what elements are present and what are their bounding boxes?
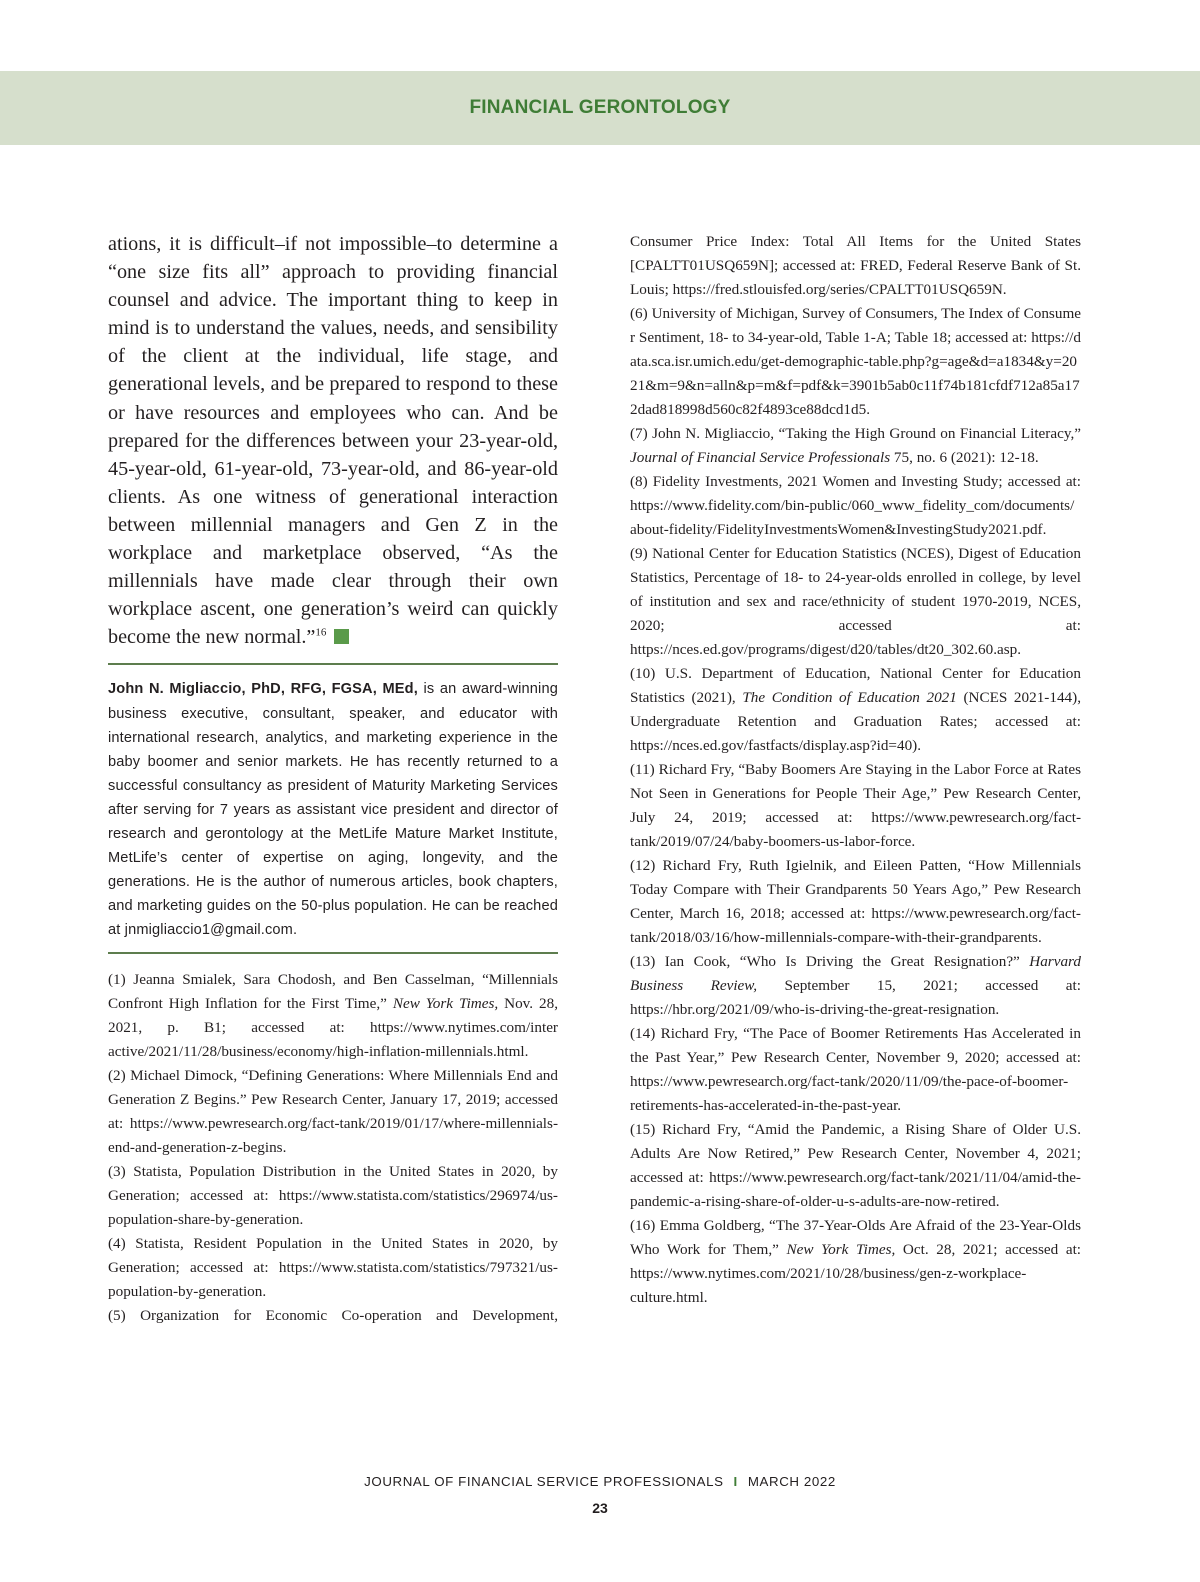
endnote-7 bbox=[630, 422, 1081, 470]
endnote-5-continued: Consumer Price Index: Total All Items for the United States [CPALTT01USQ659N]; accessed at: FRED, Federal Reserve Bank of St. Louis; https://fred.stlouisfed.org/series/CPALTT01USQ659N. bbox=[630, 233, 1081, 298]
endnote-title-italic: New York Times, bbox=[392, 995, 499, 1013]
paragraph-text: ations, it is difficult–if not impossible–to determine a “one size fits all” approach to providing financial counsel and advice. The important thing to keep in mind is to understand the values, needs, and sensibility of the client at the individual, life stage, and generational levels, and be prepared to respond to these or have resources and employees who can. And be prepared for the differences between your 23-year-old, 45-year-old, 61-year-old, 73-year-old, and 86-year-old clients. As one witness of generational interaction between millennial managers and Gen Z in the workplace and marketplace observed, “As the millennials have made clear through their own workplace ascent, one generation’s weird can quickly become the new normal.” bbox=[108, 233, 558, 649]
endnote-text: (7) John N. Migliaccio, “Taking the High Ground on Financial Literacy,” bbox=[630, 425, 1081, 442]
footnote-ref: 16 bbox=[315, 626, 327, 639]
left-column bbox=[108, 230, 558, 1328]
endnote-10 bbox=[630, 662, 1081, 758]
endnote-11: (11) Richard Fry, “Baby Boomers Are Staying in the Labor Force at Rates Not Seen in Generations for People Their Age,” Pew Research Center, July 24, 2019; accessed at: https://www.pewresearch.org/fact-tank/2019/07/24/baby-boomers-us-labor-force. bbox=[630, 761, 1081, 850]
endnote-1 bbox=[108, 968, 558, 1064]
endnote-4: (4) Statista, Resident Population in the United States in 2020, by Generation; accessed at: https://www.statista.com/statistics/797321/us-population-by-generation. bbox=[108, 1235, 558, 1301]
journal-name: JOURNAL OF FINANCIAL SERVICE PROFESSIONALS bbox=[364, 1474, 724, 1489]
endnote-14: (14) Richard Fry, “The Pace of Boomer Retirements Has Accelerated in the Past Year,” Pew Research Center, November 9, 2020; accessed at: https://www.pewresearch.org/fact-tank/2020/11/09/the-pace-of-boomer-retirements-has-accelerated-in-the-past-year. bbox=[630, 1025, 1081, 1114]
author-bio-text: is an award-winning business executive, consultant, speaker, and educator with international research, analytics, and marketing experience in the baby boomer and senior markets. He has recently returned to a successful consultancy as president of Maturity Marketing Services after serving for 7 years as assistant vice president and director of research and gerontology at the MetLife Mature Market Institute, MetLife’s center of expertise on aging, longevity, and the generations. He is the author of numerous articles, book chapters, and marketing guides on the 50-plus population. He can be reached at jnmigliaccio1@gmail.com. bbox=[108, 681, 558, 939]
endnote-15: (15) Richard Fry, “Amid the Pandemic, a Rising Share of Older U.S. Adults Are Now Retired,” Pew Research Center, November 4, 2021; accessed at: https://www.pewresearch.org/fact-tank/2021/11/04/amid-the-pandemic-a-rising-share-of-older-u-s-adults-are-now-retired. bbox=[630, 1121, 1081, 1210]
endnotes-right bbox=[630, 230, 1081, 1310]
page-footer bbox=[0, 1474, 1200, 1489]
endnote-title-italic: New York Times, bbox=[786, 1241, 896, 1258]
endnote-text: 75, no. 6 (2021): 12-18. bbox=[890, 449, 1039, 466]
endnote-text: Nov. 28, 2021, p. B1; accessed at: https://www.nytimes.com/inter active/2021/11/28/business/economy/high-inflation-millennials.html. bbox=[108, 995, 558, 1061]
endnote-title-italic: Journal of Financial Service Professionals bbox=[630, 449, 891, 466]
endnote-2: (2) Michael Dimock, “Defining Generations: Where Millennials End and Generation Z Begins.” Pew Research Center, January 17, 2019; accessed at: https://www.pewresearch.org/fact-tank/2019/01/17/where-millennials-end-and-generation-z-begins. bbox=[108, 1067, 558, 1157]
endnote-12: (12) Richard Fry, Ruth Igielnik, and Eileen Patten, “How Millennials Today Compare with Their Grandparents 50 Years Ago,” Pew Research Center, March 16, 2018; accessed at: https://www.pewresearch.org/fact-tank/2018/03/16/how-millennials-compare-with-their-grandparents. bbox=[630, 857, 1081, 946]
endnote-5: (5) Organization for Economic Co-operation and Development, bbox=[108, 1307, 558, 1325]
issue-date: MARCH 2022 bbox=[747, 1474, 836, 1489]
endnote-3: (3) Statista, Population Distribution in the United States in 2020, by Generation; accessed at: https://www.statista.com/statistics/296974/us-population-share-by-generation. bbox=[108, 1163, 558, 1229]
endnote-text: (16) Emma Goldberg, “The 37-Year-Olds Are Afraid of the 23-Year-Olds Who Work for Them,” bbox=[630, 1217, 1081, 1258]
author-name: John N. Migliaccio, PhD, RFG, FGSA, MEd, bbox=[108, 681, 418, 698]
endnote-8: (8) Fidelity Investments, 2021 Women and Investing Study; accessed at: https://www.fidelity.com/bin-public/060_www_fidelity_com/documents/about-fidelity/FidelityInvestmentsWomen&InvestingStudy2021.pdf. bbox=[630, 473, 1081, 538]
bio-top-rule bbox=[108, 663, 558, 665]
page-number: 23 bbox=[592, 1500, 608, 1516]
footer-separator: I bbox=[733, 1474, 738, 1489]
endnote-text: Oct. 28, 2021; accessed at: https://www.nytimes.com/2021/10/28/business/gen-z-workplace-culture.html. bbox=[630, 1241, 1082, 1306]
endnote-text: September 15, 2021; accessed at: https://hbr.org/2021/09/who-is-driving-the-great-resignation. bbox=[630, 977, 1081, 1018]
endnote-text: (NCES 2021-144), Undergraduate Retention and Graduation Rates; accessed at: https://nces.ed.gov/fastfacts/display.asp?id=40). bbox=[630, 689, 1081, 754]
end-mark-icon bbox=[334, 629, 349, 644]
endnote-16 bbox=[630, 1214, 1081, 1310]
bio-bottom-rule bbox=[108, 952, 558, 954]
endnote-13 bbox=[630, 950, 1081, 1022]
endnotes-left bbox=[108, 968, 558, 1328]
endnote-text: (10) U.S. Department of Education, National Center for Education Statistics (2021), bbox=[630, 665, 1081, 706]
article-closing-paragraph bbox=[108, 230, 558, 651]
endnote-title-italic: The Condition of Education 2021 bbox=[742, 689, 957, 706]
endnote-text: (1) Jeanna Smialek, Sara Chodosh, and Ben Casselman, “Millennials Confront High Inflation for the First Time,” bbox=[108, 971, 558, 1013]
endnote-text: (13) Ian Cook, “Who Is Driving the Great Resignation?” bbox=[630, 953, 1030, 970]
right-column bbox=[630, 230, 1081, 1310]
section-header-title: FINANCIAL GERONTOLOGY bbox=[469, 97, 731, 118]
endnote-title-italic: Harvard Business Review, bbox=[630, 953, 1081, 994]
endnote-6: (6) University of Michigan, Survey of Consumers, The Index of Consumer Sentiment, 18- to 34-year-old, Table 1-A; Table 18; accessed at: https://data.sca.isr.umich.edu/get-demographic-table.php?g=age&d=a1834&y=2021&m=9&n=alln&p=m&f=pdf&k=3901b5ab0c11f74b181cfdf712a85a172dad818998d560c82f4893ce88dcd1d5. bbox=[630, 305, 1081, 418]
author-bio bbox=[108, 677, 558, 942]
endnote-9: (9) National Center for Education Statistics (NCES), Digest of Education Statistics, Percentage of 18- to 24-year-olds enrolled in college, by level of institution and sex and race/ethnicity of student 1970-2019, NCES, 2020; accessed at: https://nces.ed.gov/programs/digest/d20/tables/dt20_302.60.asp. bbox=[630, 545, 1081, 658]
